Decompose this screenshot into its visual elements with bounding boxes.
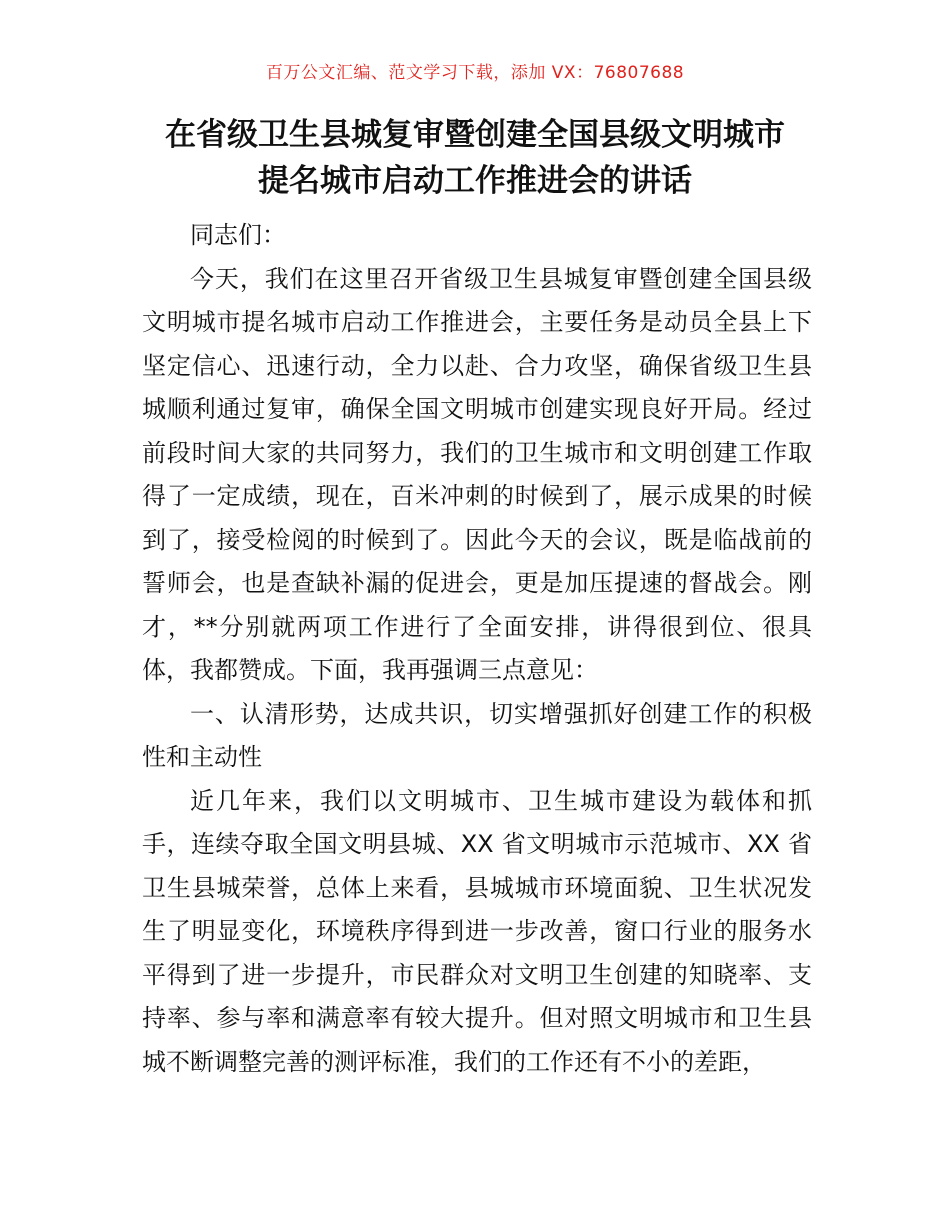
document-title [100, 112, 850, 204]
body-paragraph: 今天，我们在这里召开省级卫生县城复审暨创建全国县级文明城市提名城市启动工作推进会，主要任务是动员全县上下坚定信心、迅速行动，全力以赴、合力攻坚，确保省级卫生县城顺利通过复审，确保全国文明城市创建实现良好开局。经过前段时间大家的共同努力，我们的卫生城市和文明创建工作取得了一定成绩，现在，百米冲刺的时候到了，展示成果的时候到了，接受检阅的时候到了。因此今天的会议，既是临战前的誓师会，也是查缺补漏的促进会，更是加压提速的督战会。刚才，**分别就两项工作进行了全面安排，讲得很到位、很具体，我都赞成。下面，我再强调三点意见： [142, 264, 812, 684]
salutation: 同志们： [190, 221, 286, 249]
body-paragraph: 近几年来，我们以文明城市、卫生城市建设为载体和抓手，连续夺取全国文明县城、XX 省文明城市示范城市、XX 省卫生县城荣誉，总体上来看，县城城市环境面貌、卫生状况发生了明显变化，环境秩序得到进一步改善，窗口行业的服务水平得到了进一步提升，市民群众对文明卫生创建的知晓率、支持率、参与率和满意率有较大提升。但对照文明城市和卫生县城不断调整完善的测评标准，我们的工作还有不小的差距， [142, 786, 812, 1076]
header-contact-note: 百万公文汇编、范文学习下载，添加 VX：76807688 [265, 63, 685, 83]
title-line-2: 提名城市启动工作推进会的讲话 [258, 163, 692, 199]
section-heading: 一、认清形势，达成共识，切实增强抓好创建工作的积极性和主动性 [142, 699, 812, 771]
document-body [142, 214, 812, 1084]
title-line-1: 在省级卫生县城复审暨创建全国县级文明城市 [165, 117, 785, 153]
